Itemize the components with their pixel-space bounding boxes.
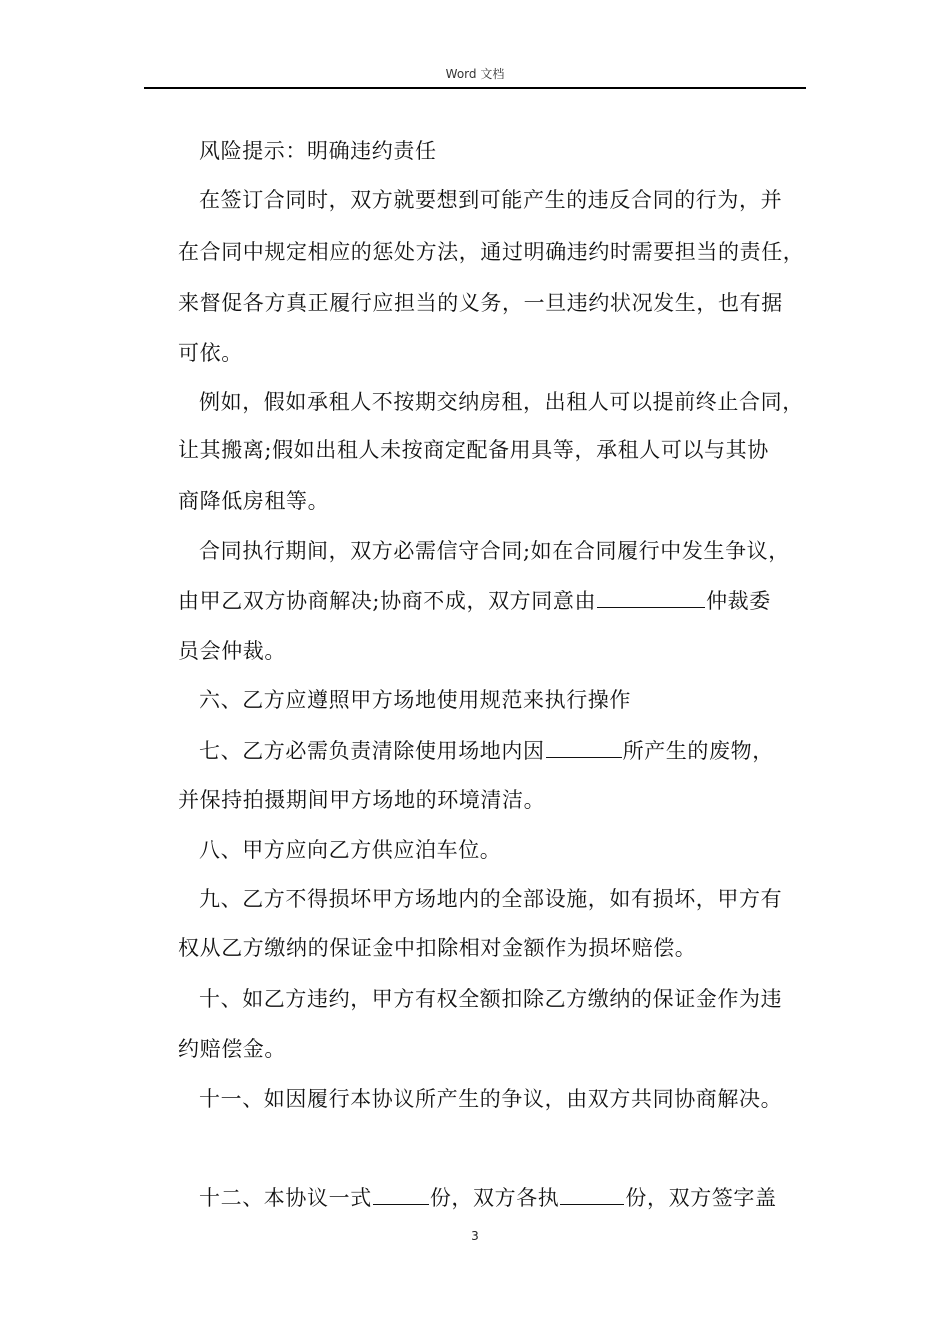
paragraph-line: 六、乙方应遵照甲方场地使用规范来执行操作 — [199, 688, 631, 712]
paragraph-line: 并保持拍摄期间甲方场地的环境清洁。 — [178, 788, 546, 812]
paragraph-line: 可依。 — [178, 341, 243, 365]
paragraph-line: 九、乙方不得损坏甲方场地内的全部设施，如有损坏，甲方有 — [199, 887, 783, 911]
page-number: 3 — [471, 1229, 479, 1243]
line-text: 由甲乙双方协商解决;协商不成，双方同意由 — [178, 589, 597, 613]
paragraph-line: 约赔偿金。 — [178, 1037, 286, 1061]
paragraph-line: 员会仲裁。 — [178, 639, 286, 663]
paragraph-line: 例如，假如承租人不按期交纳房租，出租人可以提前终止合同， — [199, 390, 804, 414]
line-text: 七、乙方必需负责清除使用场地内因 — [199, 739, 545, 763]
paragraph-line: 八、甲方应向乙方供应泊车位。 — [199, 838, 502, 862]
line-text: 份，双方各执 — [429, 1186, 560, 1210]
paragraph-line — [199, 1184, 777, 1211]
line-text: 仲裁委 — [706, 589, 771, 613]
line-text: 份，双方签字盖 — [625, 1186, 777, 1210]
paragraph-line: 十一、如因履行本协议所产生的争议，由双方共同协商解决。 — [199, 1087, 783, 1111]
line-text: 所产生的废物， — [622, 739, 774, 763]
fill-in-blank — [373, 1184, 429, 1205]
paragraph-line: 来督促各方真正履行应担当的义务，一旦违约状况发生，也有据 — [178, 291, 783, 315]
paragraph-line: 权从乙方缴纳的保证金中扣除相对金额作为损坏赔偿。 — [178, 936, 697, 960]
fill-in-blank — [546, 737, 622, 758]
paragraph-line: 让其搬离;假如出租人未按商定配备用具等，承租人可以与其协 — [178, 438, 769, 462]
paragraph-line: 在合同中规定相应的惩处方法，通过明确违约时需要担当的责任， — [178, 240, 805, 264]
paragraph-line: 十、如乙方违约，甲方有权全额扣除乙方缴纳的保证金作为违 — [199, 987, 783, 1011]
paragraph-line — [199, 737, 774, 764]
fill-in-blank — [560, 1184, 624, 1205]
fill-in-blank — [597, 587, 705, 608]
page-header-title: Word 文档 — [445, 67, 505, 81]
paragraph-line: 风险提示：明确违约责任 — [199, 139, 437, 163]
paragraph-line: 在签订合同时，双方就要想到可能产生的违反合同的行为，并 — [199, 188, 783, 212]
paragraph-line — [178, 587, 771, 614]
header-divider — [144, 87, 806, 89]
line-text: 十二、本协议一式 — [199, 1186, 372, 1210]
paragraph-line: 合同执行期间，双方必需信守合同;如在合同履行中发生争议， — [199, 539, 790, 563]
paragraph-line: 商降低房租等。 — [178, 489, 330, 513]
